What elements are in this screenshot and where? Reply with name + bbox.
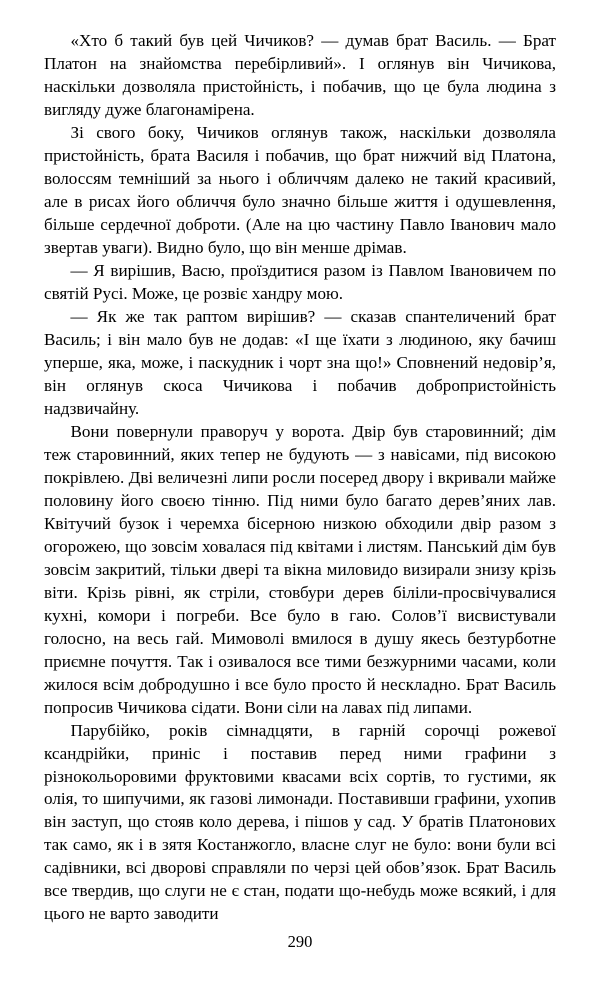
paragraph: Парубійко, років сімнадцяти, в гарній сорочці рожевої ксандрійки, приніс і поставив перед ними графини з різнокольоровими фруктовими квасами всіх сортів, то густими, як олія, то шипучими, як газові лимонади. Поставивши графини, ухопив він заступ, що стояв коло дерева, і пішов у сад. У братів Платонових так само, як і в зятя Костанжогло, власне слуг не було: вони були всі садівники, всі дворові справляли по черзі цей обов’язок. Брат Василь все твердив, що слуги не є стан, подати що-небудь може всякий, і для цього не варто заводити (44, 720, 556, 924)
paragraph: Вони повернули праворуч у ворота. Двір був старовинний; дім теж старовинний, яких тепер не будують — з навісами, під високою покрівлею. Дві величезні липи росли посеред двору і вкривали майже половину його своєю тінню. Під ними було багато дерев’яних лав. Квітучий бузок і черемха бісерною низкою обходили двір разом з огорожею, що зовсім ховалася під квітами і листям. Панський дім був зовсім закритий, тільки двері та вікна миловидо визирали знизу крізь віти. Крізь рівні, як стріли, стовбури дерев біліли-просвічувалися кухні, комори і погреби. Все було в гаю. Солов’ї висвистували голосно, на весь гай. Мимоволі вмилося в душу якесь безтурботне приємне почуття. Так і озивалося все тими безжурними часами, коли жилося всім добродушно і все було просто й нескладно. Брат Василь попросив Чичикова сідати. Вони сіли на лавах під липами. (44, 421, 556, 717)
paragraph: — Як же так раптом вирішив? — сказав спантеличений брат Василь; і він мало був не додав: «І ще їхати з людиною, яку бачиш уперше, яка, може, і паскудник і чорт зна що!» Сповнений недовір’я, він оглянув скоса Чичикова і побачив добропристойність надзвичайну. (44, 306, 556, 418)
page-number: 290 (287, 932, 313, 951)
paragraph: — Я вирішив, Васю, проїздитися разом із Павлом Івановичем по святій Русі. Може, це розвіє хандру мою. (44, 260, 556, 303)
page-body (44, 30, 556, 926)
paragraph: Зі свого боку, Чичиков оглянув також, наскільки дозволяла пристойність, брата Василя і побачив, що брат нижчий від Платона, волоссям темніший за нього і обличчям далеко не такий красивий, але в рисах його обличчя було значно більше життя і одушевлення, більше сердечної доброти. (Але на цю частину Павло Іванович мало звертав уваги). Видно було, що він менше дрімав. (44, 122, 556, 257)
paragraph: «Хто б такий був цей Чичиков? — думав брат Василь. — Брат Платон на знайомства перебірливий». І оглянув він Чичикова, наскільки дозволяла пристойність, і побачив, що це була людина з вигляду дуже благонамірена. (44, 31, 556, 119)
